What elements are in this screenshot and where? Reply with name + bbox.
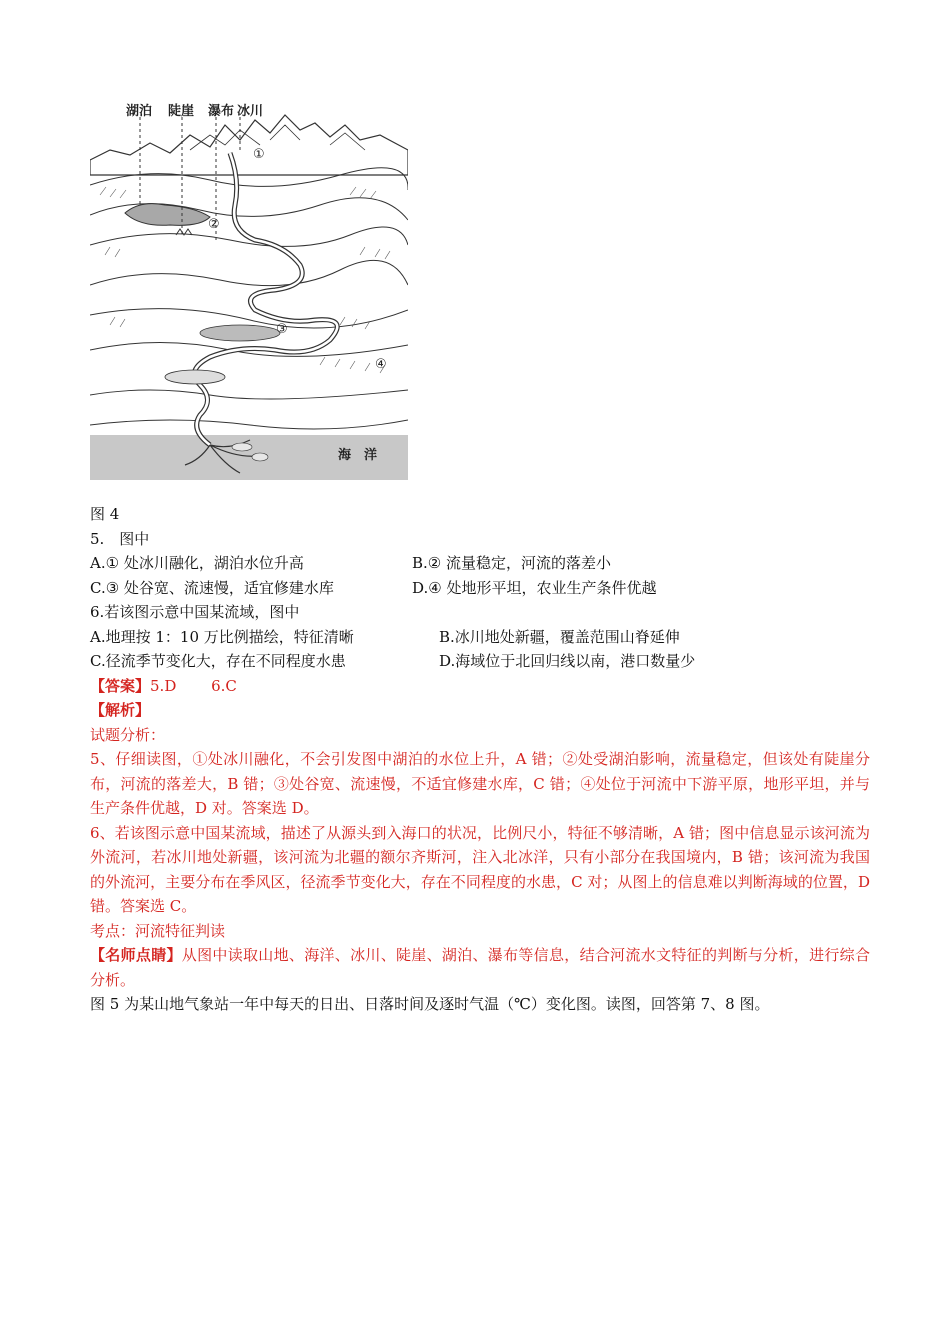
lake-shape [125,204,210,226]
teacher-tip [90,943,870,992]
waterfall-label: 瀑布 [208,104,235,119]
landscape-sketch [90,95,408,480]
mark-3: ③ [276,322,288,337]
analysis-subtitle: 试题分析： [90,725,166,744]
q6-option-b: B.冰川地处新疆，覆盖范围山脊延伸 [439,627,680,646]
q5-options-cd [90,576,870,601]
mountain-range [90,115,408,175]
q5-option-c: C.③ 处谷宽、流速慢，适宜修建水库 [90,578,334,597]
q6-options-ab [90,625,870,650]
teacher-tip-text: 从图中读取山地、海洋、冰川、陡崖、湖泊、瀑布等信息，结合河流水文特征的判断与分析，进行综合分析。 [90,946,870,989]
river-basin-figure [90,95,408,480]
teacher-tip-label: 【名师点睛】 [90,946,182,964]
figure-caption: 图 4 [90,505,120,523]
q5-option-b: B.② 流量稳定，河流的落差小 [412,554,612,572]
analysis-q6: 6、若该图示意中国某流域，描述了从源头到入海口的状况，比例尺小，特征不够清晰，A 错；图中信息显示该河流为外流河，若冰川地处新疆，该河流为北疆的额尔齐斯河，注入北冰洋，只有小部分在我国境内，B 错；该河流为我国的外流河，主要分布在季风区，径流季节变化大，存在不同程度的水患，C 对；从图上的信息难以判断海域的位置，D 错。答案选 C。 [90,823,870,915]
answer-label: 【答案】 [90,676,151,695]
q6-options-cd [90,649,870,674]
q6-option-c: C.径流季节变化大，存在不同程度水患 [90,652,346,670]
lake-label: 湖泊 [126,104,153,119]
next-question-intro: 图 5 为某山地气象站一年中每天的日出、日落时间及逐时气温（℃）变化图。读图，回答第 7、8 图。 [90,995,770,1013]
ocean-label: 海 洋 [338,448,378,463]
glacier-label: 冰川 [237,104,264,119]
mark-1: ① [253,147,265,162]
mark-2: ② [208,217,220,232]
q5-options-ab [90,551,870,576]
q6-option-d: D.海域位于北回归线以南，港口数量少 [439,652,696,670]
analysis-label: 【解析】 [90,701,151,719]
answer-value: 5.D 6.C [150,676,237,695]
knowledge-point: 考点：河流特征判读 [90,921,226,940]
q6-option-a: A.地理按 1：10 万比例描绘，特征清晰 [90,627,354,646]
analysis-q5: 5、仔细读图，①处冰川融化，不会引发图中湖泊的水位上升，A 错；②处受湖泊影响，流量稳定，但该处有陡崖分布，河流的落差大，B 错；③处谷宽、流速慢，不适宜修建水库，C 错；④处位于河流中下游平原，地形平坦，并与生产条件优越，D 对。答案选 D。 [90,750,870,817]
q5-stem: 5. 图中 [90,529,150,548]
document-page [90,95,870,1017]
q5-option-a: A.① 处冰川融化，湖泊水位升高 [90,554,304,572]
q6-stem: 6.若该图示意中国某流域，图中 [90,603,300,621]
q5-option-d: D.④ 处地形平坦，农业生产条件优越 [412,578,657,597]
mark-4: ④ [375,357,387,372]
cliff-label: 陡崖 [168,104,195,119]
answer-line [90,674,870,699]
